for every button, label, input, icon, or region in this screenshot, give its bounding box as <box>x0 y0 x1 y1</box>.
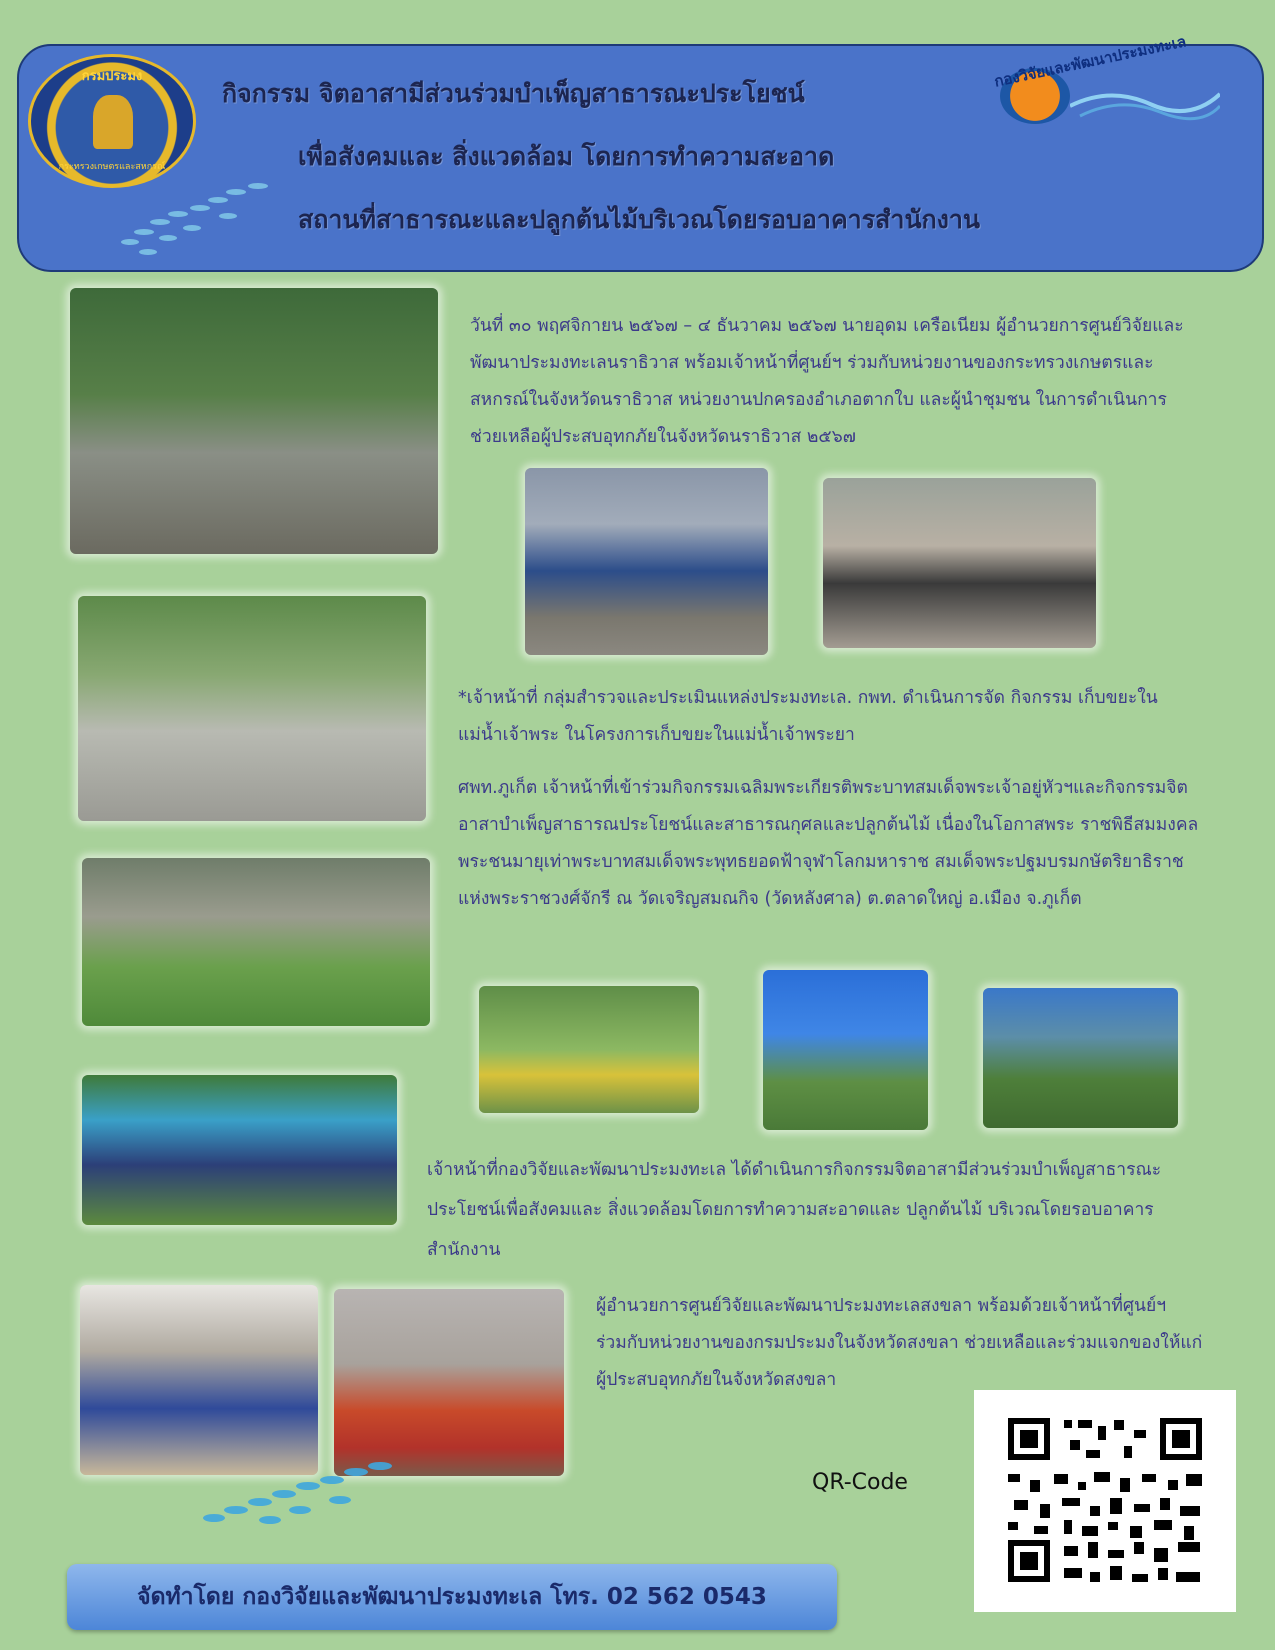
text-line: พระชนมายุเท่าพระบาทสมเด็จพระพุทธยอดฟ้าจุฬาโลกมหาราช สมเด็จพระปฐมบรมกษัตริยาธิราช <box>458 852 1184 872</box>
title-line-1: กิจกรรม จิตอาสามีส่วนร่วมบำเพ็ญสาธารณะประโยชน์ <box>222 79 805 108</box>
paragraph-songkhla <box>596 1288 1202 1399</box>
text-line: วันที่ ๓๐ พฤศจิกายน ๒๕๖๗ – ๔ ธันวาคม ๒๕๖๗ นายอุดม เครือเนียม ผู้อำนวยการศูนย์วิจัยและ <box>470 316 1184 336</box>
river-cleanup-photo <box>823 478 1096 648</box>
text-line: อาสาบำเพ็ญสาธารณประโยชน์และสาธารณกุศลและปลูกต้นไม้ เนื่องในโอกาสพระ ราชพิธีสมมงคล <box>458 815 1199 835</box>
department-seal-icon <box>28 54 196 188</box>
text-line: ศพท.ภูเก็ต เจ้าหน้าที่เข้าร่วมกิจกรรมเฉลิมพระเกียรติพระบาทสมเด็จพระเจ้าอยู่หัวฯและกิจกรรมจิต <box>458 778 1188 798</box>
paragraph-division-activity <box>427 1150 1161 1270</box>
donation-packing-photo <box>80 1285 318 1475</box>
footer-text: จัดทำโดย กองวิจัยและพัฒนาประมงทะเล โทร. 02 562 0543 <box>137 1584 767 1610</box>
text-line: ผู้ประสบอุทกภัยในจังหวัดสงขลา <box>596 1370 837 1390</box>
wave-icon <box>1070 76 1220 126</box>
seal-top-text: กรมประมง <box>81 69 143 84</box>
text-line: ร่วมกับหน่วยงานของกรมประมงในจังหวัดสงขลา ช่วยเหลือและร่วมแจกของให้แก่ <box>596 1333 1203 1353</box>
paragraph-phuket <box>458 770 1198 918</box>
title-line-2: เพื่อสังคมและ สิ่งแวดล้อม โดยการทำความสะอาด <box>298 142 835 171</box>
fish-school-icon <box>190 1452 410 1532</box>
planting-photo-1 <box>479 986 699 1113</box>
text-line: แห่งพระราชวงศ์จักรี ณ วัดเจริญสมณกิจ (วัดหลังศาล) ต.ตลาดใหญ่ อ.เมือง จ.ภูเก็ต <box>458 889 1082 909</box>
gardening-group-photo <box>82 858 430 1026</box>
planting-photo-3 <box>983 988 1178 1128</box>
qr-code-icon[interactable] <box>974 1390 1236 1612</box>
staff-group-photo <box>82 1075 397 1225</box>
text-line: ช่วยเหลือผู้ประสบอุทกภัยในจังหวัดนราธิวาส ๒๕๖๗ <box>470 427 856 447</box>
footer-credit <box>67 1564 837 1630</box>
sweeping-photo <box>78 596 426 821</box>
qr-pattern <box>974 1390 1236 1612</box>
fish-school-icon <box>108 176 278 266</box>
text-line: เจ้าหน้าที่กองวิจัยและพัฒนาประมงทะเล ได้ดำเนินการกิจกรรมจิตอาสามีส่วนร่วมบำเพ็ญสาธารณะ <box>427 1160 1162 1180</box>
text-line: แม่น้ำเจ้าพระ ในโครงการเก็บขยะในแม่น้ำเจ้าพระยา <box>458 725 855 745</box>
text-line: สหกรณ์ในจังหวัดนราธิวาส หน่วยงานปกครองอำเภอตากใบ และผู้นำชุมชน ในการดำเนินการ <box>470 390 1167 410</box>
division-logo <box>990 32 1230 136</box>
flood-relief-photo <box>70 288 438 554</box>
paragraph-river-cleanup <box>458 680 1158 754</box>
division-logo-text: กองวิจัยและพัฒนาประมงทะเล <box>992 32 1188 91</box>
text-line: พัฒนาประมงทะเลนราธิวาส พร้อมเจ้าหน้าที่ศูนย์ฯ ร่วมกับหน่วยงานของกระทรวงเกษตรและ <box>470 353 1154 373</box>
text-line: ผู้อำนวยการศูนย์วิจัยและพัฒนาประมงทะเลสงขลา พร้อมด้วยเจ้าหน้าที่ศูนย์ฯ <box>596 1296 1167 1316</box>
title-line-3: สถานที่สาธารณะและปลูกต้นไม้บริเวณโดยรอบอาคารสำนักงาน <box>298 205 981 234</box>
text-line: ประโยชน์เพื่อสังคมและ สิ่งแวดล้อมโดยการทำความสะอาดและ ปลูกต้นไม้ บริเวณโดยรอบอาคาร <box>427 1200 1154 1220</box>
seal-figure <box>93 95 133 149</box>
text-line: *เจ้าหน้าที่ กลุ่มสำรวจและประเมินแหล่งประมงทะเล. กพท. ดำเนินการจัด กิจกรรม เก็บขยะใน <box>458 688 1158 708</box>
team-garbage-photo <box>525 468 768 655</box>
rescue-boat-photo <box>334 1289 564 1476</box>
planting-photo-2 <box>763 970 928 1130</box>
qr-code-label: QR-Code <box>812 1470 908 1495</box>
seal-bottom-text: กระทรวงเกษตรและสหกรณ์ <box>58 162 166 172</box>
paragraph-narathiwat <box>470 308 1184 456</box>
text-line: สำนักงาน <box>427 1240 501 1260</box>
